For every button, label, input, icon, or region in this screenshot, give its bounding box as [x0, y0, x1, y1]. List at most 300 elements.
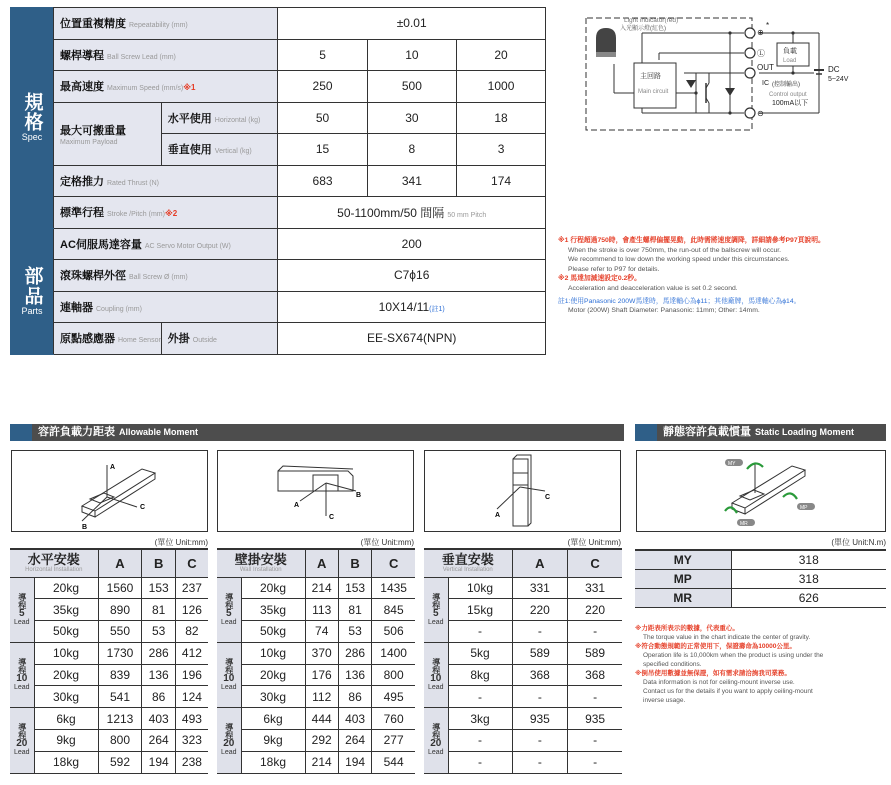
column-header-c: C	[372, 549, 415, 577]
lead-en: Lead	[427, 618, 444, 626]
column-header-a: A	[98, 549, 142, 577]
light-indicator-label: Light indicator(red)	[624, 17, 679, 24]
lead-group-label	[424, 708, 448, 773]
lead-value: 5	[432, 607, 439, 619]
moment-value-cell: 506	[372, 621, 415, 643]
moment-table-row	[217, 751, 415, 773]
diagram-label-b: B	[82, 524, 88, 530]
spec-row-stroke	[11, 197, 546, 229]
moment-value-cell: 592	[98, 751, 142, 773]
moment-value-cell: 541	[98, 686, 142, 708]
column-header-a: A	[305, 549, 338, 577]
label-zh: 標準行程	[60, 207, 104, 220]
moment-value-cell: 196	[175, 664, 208, 686]
label-en: Vertical (kg)	[214, 148, 252, 156]
label-zh: 最大可搬重量	[60, 124, 126, 137]
spec-row-home-sensor	[11, 323, 546, 355]
static-note-1-en: The torque value in the chart indicate the center of gravity.	[643, 634, 811, 641]
note-ref-2: ※2	[164, 209, 178, 219]
note-1-en-2: We recommend to low down the working speed under this circumstances.	[568, 256, 790, 264]
moment-value-cell: -	[568, 730, 622, 752]
static-row-mr	[635, 588, 886, 607]
load-weight-cell: 9kg	[241, 730, 305, 752]
moment-table-row	[10, 577, 208, 599]
light-zh-label: 入光顯示燈(紅色)	[620, 26, 666, 32]
unit-label-wall: (單位 Unit:mm)	[360, 538, 414, 547]
moment-value-cell: 124	[175, 686, 208, 708]
moment-value-cell: 176	[305, 664, 338, 686]
lead-en: Lead	[220, 749, 237, 757]
voltage-label: 5~24V	[828, 76, 849, 83]
moment-value-cell: 112	[305, 686, 338, 708]
value-repeatability: ±0.01	[278, 8, 546, 40]
spec-row-lead	[11, 39, 546, 71]
moment-value-cell: -	[512, 730, 568, 752]
lead-value: 5	[18, 607, 25, 619]
moment-value-cell: 214	[305, 577, 338, 599]
moment-value-cell: 86	[338, 686, 371, 708]
static-note-2-en-1: Operation life is 10,000km when the product is using under the	[643, 652, 824, 659]
installation-title-zh: 水平安裝	[27, 551, 80, 567]
value-payload-v: 15	[278, 134, 367, 166]
note-3-en: Motor (200W) Shaft Diameter: Panasonic: 11mm; Other: 14mm.	[568, 307, 760, 315]
load-weight-cell: 5kg	[448, 642, 512, 664]
unit-label-static: (單位 Unit:N.m)	[831, 538, 886, 547]
lead-zh: 導程	[224, 658, 234, 675]
load-weight-cell: 20kg	[241, 664, 305, 686]
moment-table-row	[10, 621, 208, 643]
moment-table-row	[217, 730, 415, 752]
moment-table-row	[424, 730, 622, 752]
lead-value: 10	[430, 673, 442, 685]
stroke-value-en: 50 mm Pitch	[447, 211, 487, 219]
value-payload-h: 18	[457, 102, 546, 134]
spec-row-coupling	[11, 291, 546, 323]
static-note-2-zh: ※符合動態規範的正常使用下，保證壽命為10000公里。	[635, 643, 796, 650]
diagram-label-a: A	[294, 502, 300, 509]
load-weight-cell: 50kg	[34, 621, 98, 643]
lead-zh: 導程	[224, 723, 234, 740]
moment-value-cell: 589	[512, 642, 568, 664]
lead-en: Lead	[13, 749, 30, 757]
out-label: OUT	[757, 63, 774, 72]
label-repeatability	[54, 8, 278, 40]
parts-side-label	[11, 228, 54, 354]
spec-row-motor-output	[11, 228, 546, 260]
value-payload-v: 3	[457, 134, 546, 166]
moment-value-cell: 214	[305, 751, 338, 773]
moment-value-cell: 82	[175, 621, 208, 643]
load-weight-cell: 18kg	[241, 751, 305, 773]
spec-row-payload-horizontal	[11, 102, 546, 134]
static-moment-diagram	[636, 450, 886, 532]
moment-value-cell: 544	[372, 751, 415, 773]
load-weight-cell: 9kg	[34, 730, 98, 752]
moment-value-cell: 286	[338, 642, 371, 664]
lead-en: Lead	[220, 684, 237, 692]
diagram-label-c: C	[140, 504, 146, 511]
note-1-en-1: When the stroke is over 750mm, the run-out of the ballscrew will occur.	[568, 246, 782, 254]
value-screw-dia: C7ϕ16	[278, 260, 546, 292]
load-weight-cell: 20kg	[34, 577, 98, 599]
moment-table-row	[10, 686, 208, 708]
minus-label: ⊖	[757, 109, 764, 118]
column-header-b: B	[338, 549, 371, 577]
column-header-a: A	[512, 549, 568, 577]
installation-title-en: Horizontal Installation	[25, 566, 83, 573]
static-value: 318	[731, 569, 886, 588]
moment-value-cell: 264	[338, 730, 371, 752]
moment-value-cell: 53	[142, 621, 175, 643]
moment-table-row	[424, 577, 622, 599]
static-notes	[635, 624, 891, 705]
label-zh: 連軸器	[60, 301, 93, 314]
lead-value: 10	[16, 673, 28, 685]
lead-group-label	[10, 642, 34, 707]
load-weight-cell: 6kg	[241, 708, 305, 730]
label-home-mount	[161, 323, 278, 355]
spec-row-repeatability	[11, 8, 546, 40]
moment-value-cell: 331	[512, 577, 568, 599]
moment-value-cell: -	[512, 621, 568, 643]
moment-table-row	[10, 664, 208, 686]
control-en: Control output	[769, 92, 807, 98]
moment-table-row	[10, 599, 208, 621]
moment-value-cell: 81	[338, 599, 371, 621]
moment-table-header	[10, 549, 208, 577]
moment-table-header	[424, 549, 622, 577]
lead-value: 20	[223, 738, 235, 750]
led-indicator-icon	[596, 28, 616, 52]
value-speed: 1000	[457, 71, 546, 103]
value-motor-output: 200	[278, 228, 546, 260]
ic-label: IC	[762, 80, 769, 87]
allowable-moment-header	[10, 424, 624, 441]
terminal-plus	[745, 28, 755, 38]
moment-value-cell: 1730	[98, 642, 142, 664]
moment-value-cell: 550	[98, 621, 142, 643]
lead-group-label	[10, 577, 34, 642]
moment-value-cell: 194	[338, 751, 371, 773]
header-accent	[10, 424, 32, 441]
moment-value-cell: 323	[175, 730, 208, 752]
note-2-zh: ※2 馬達加減速設定0.2秒。	[558, 275, 641, 283]
terminal-minus	[745, 108, 755, 118]
moment-value-cell: 1560	[98, 577, 142, 599]
parts-side-en: Parts	[21, 305, 43, 316]
lead-en: Lead	[427, 684, 444, 692]
label-max-payload	[54, 102, 162, 165]
static-value: 318	[731, 550, 886, 569]
moment-value-cell: 403	[142, 708, 175, 730]
column-header-b: B	[142, 549, 175, 577]
moment-table-row	[10, 730, 208, 752]
diagram-label-mr: MR	[740, 521, 748, 527]
load-weight-cell: 30kg	[241, 686, 305, 708]
moment-value-cell: 264	[142, 730, 175, 752]
load-weight-cell: -	[448, 621, 512, 643]
moment-table-row	[217, 642, 415, 664]
horizontal-diagram	[11, 450, 208, 532]
label-motor-output	[54, 228, 278, 260]
lead-value: 20	[16, 738, 28, 750]
label-zh: 定格推力	[60, 175, 104, 188]
static-note-3-en-1: Data information is not for ceiling-mount inverse use.	[643, 679, 795, 686]
label-en: Outside	[192, 337, 217, 345]
static-value: 626	[731, 588, 886, 607]
label-en: Maximum Speed (mm/s)	[107, 85, 184, 93]
installation-title-en: Vertical Installation	[442, 566, 493, 573]
moment-value-cell: 368	[512, 664, 568, 686]
lead-zh: 導程	[17, 658, 27, 675]
value-home-sensor: EE-SX674(NPN)	[278, 323, 546, 355]
moment-value-cell: 412	[175, 642, 208, 664]
moment-table-row	[217, 577, 415, 599]
moment-value-cell: 81	[142, 599, 175, 621]
static-note-2-en-2: specified conditions.	[643, 661, 702, 668]
lead-group-label	[217, 577, 241, 642]
load-weight-cell: 20kg	[34, 664, 98, 686]
installation-title-zh: 壁掛安裝	[234, 551, 287, 567]
stroke-value: 50-1100mm/50 間隔	[337, 205, 445, 220]
static-moment-header	[635, 424, 886, 441]
label-zh: AC伺服馬達容量	[60, 238, 142, 251]
parts-side-zh: 部品	[21, 265, 43, 306]
lead-group-label	[424, 577, 448, 642]
column-header-c: C	[568, 549, 622, 577]
moment-table-row	[10, 708, 208, 730]
plus-label: ⊕	[757, 28, 764, 37]
moment-value-cell: 153	[338, 577, 371, 599]
note-3-zh: 註1:使用Panasonic 200W馬達時，馬達軸心為ϕ11；其他廠牌，馬達軸心為ϕ14。	[558, 297, 801, 305]
label-en: Ball Screw Ø (mm)	[129, 274, 188, 282]
allowable-moment-title: 容許負載力距表 Allowable Moment	[38, 426, 199, 438]
value-lead-10: 10	[367, 39, 456, 71]
static-row-mp	[635, 569, 886, 588]
terminal-out	[745, 68, 755, 78]
load-weight-cell: 6kg	[34, 708, 98, 730]
lead-zh: 導程	[17, 592, 27, 609]
moment-table-row	[10, 751, 208, 773]
label-en: AC Servo Motor Output (W)	[144, 242, 231, 250]
load-zh: 負載	[783, 48, 797, 55]
label-coupling	[54, 291, 278, 323]
value-speed: 250	[278, 71, 367, 103]
vertical-diagram	[424, 450, 621, 532]
lead-group-label	[217, 642, 241, 707]
static-note-3-en-2: Contact us for the details if you want to apply ceiling-mount	[643, 688, 813, 695]
moment-table-row	[424, 751, 622, 773]
label-zh: 原點感應器	[60, 333, 115, 346]
load-weight-cell: 35kg	[34, 599, 98, 621]
l-terminal-label: Ⓛ	[757, 49, 765, 58]
moment-table-row	[424, 686, 622, 708]
moment-value-cell: 890	[98, 599, 142, 621]
wall-moment-table	[217, 548, 415, 774]
moment-value-cell: 403	[338, 708, 371, 730]
wiring-diagram	[584, 8, 884, 133]
moment-value-cell: 839	[98, 664, 142, 686]
moment-value-cell: 136	[338, 664, 371, 686]
label-vertical	[161, 134, 278, 166]
moment-value-cell: 493	[175, 708, 208, 730]
lead-en: Lead	[13, 618, 30, 626]
terminal-l	[745, 48, 755, 58]
label-en: Ball Screw Lead (mm)	[107, 53, 176, 61]
static-key: MP	[635, 569, 731, 588]
moment-value-cell: 760	[372, 708, 415, 730]
diagram-label-b: B	[356, 492, 362, 499]
diode-icon	[686, 80, 696, 88]
label-lead	[54, 39, 278, 71]
lead-zh: 導程	[431, 658, 441, 675]
moment-table-row	[217, 708, 415, 730]
label-zh: 螺桿導程	[60, 49, 104, 62]
lead-value: 20	[430, 738, 442, 750]
static-note-3-en-3: inverse usage.	[643, 697, 686, 704]
unit-label-horizontal: (單位 Unit:mm)	[154, 538, 208, 547]
value-stroke	[278, 197, 546, 229]
load-weight-cell: 3kg	[448, 708, 512, 730]
value-thrust: 174	[457, 165, 546, 197]
lead-en: Lead	[13, 684, 30, 692]
moment-table-row	[217, 599, 415, 621]
label-zh: 外掛	[167, 333, 190, 346]
moment-table-header	[217, 549, 415, 577]
moment-value-cell: -	[568, 686, 622, 708]
coupling-note-ref: (註1)	[429, 305, 445, 313]
moment-value-cell: 1435	[372, 577, 415, 599]
moment-value-cell: 331	[568, 577, 622, 599]
lead-en: Lead	[427, 749, 444, 757]
spec-row-max-speed	[11, 71, 546, 103]
main-circuit-en: Main circuit	[638, 89, 669, 95]
moment-value-cell: -	[568, 751, 622, 773]
moment-value-cell: 368	[568, 664, 622, 686]
control-limit: 100mA以下	[772, 100, 809, 107]
lead-zh: 導程	[431, 592, 441, 609]
static-row-my	[635, 550, 886, 569]
unit-label-vertical: (單位 Unit:mm)	[567, 538, 621, 547]
lead-group-label	[10, 708, 34, 773]
value-lead-20: 20	[457, 39, 546, 71]
moment-value-cell: 370	[305, 642, 338, 664]
static-moment-title: 靜態容許負載慣量 Static Loading Moment	[663, 426, 854, 438]
value-payload-v: 8	[367, 134, 456, 166]
moment-value-cell: 194	[142, 751, 175, 773]
moment-value-cell: 153	[142, 577, 175, 599]
moment-table-row	[217, 621, 415, 643]
dc-label: DC	[828, 65, 840, 74]
coupling-value: 10X14/11	[378, 299, 430, 314]
label-en: Horizontal (kg)	[214, 116, 261, 124]
load-weight-cell: -	[448, 730, 512, 752]
label-zh: 位置重複精度	[60, 18, 126, 31]
label-zh: 水平使用	[167, 112, 212, 125]
label-zh: 垂直使用	[167, 144, 212, 157]
label-zh: 滾珠螺桿外徑	[60, 270, 126, 283]
label-en: Coupling (mm)	[96, 305, 142, 313]
static-note-1-zh: ※力距表所表示的數據，代表重心。	[635, 625, 739, 632]
diagram-label-c: C	[545, 494, 551, 501]
label-en: Repeatability (mm)	[129, 22, 188, 30]
moment-value-cell: 292	[305, 730, 338, 752]
static-actuator-icon	[637, 451, 884, 530]
moment-table-row	[424, 664, 622, 686]
label-zh: 最高速度	[60, 81, 104, 94]
moment-table-row	[217, 686, 415, 708]
main-circuit-zh: 主回路	[640, 73, 661, 80]
diagram-label-mp: MP	[800, 505, 808, 511]
spec-table	[10, 7, 546, 355]
installation-title-zh: 垂直安裝	[441, 551, 494, 567]
note-ref-1: ※1	[183, 83, 196, 93]
moment-table-row	[424, 642, 622, 664]
value-coupling	[278, 291, 546, 323]
moment-value-cell: 1213	[98, 708, 142, 730]
diagram-label-my: MY	[728, 461, 736, 467]
lead-zh: 導程	[431, 723, 441, 740]
control-zh: (控制輸出)	[772, 82, 800, 88]
value-payload-h: 50	[278, 102, 367, 134]
load-weight-cell: 10kg	[448, 577, 512, 599]
horizontal-actuator-icon	[12, 451, 206, 530]
note-1-en-3: Please refer to P97 for details.	[568, 265, 660, 273]
load-weight-cell: 50kg	[241, 621, 305, 643]
zener-diode-icon	[725, 88, 735, 96]
spec-row-rated-thrust	[11, 165, 546, 197]
load-weight-cell: 35kg	[241, 599, 305, 621]
load-weight-cell: 30kg	[34, 686, 98, 708]
lead-group-label	[424, 642, 448, 707]
note-1-zh: ※1 行程超過750時，會產生螺桿偏擺晃動，此時需將速度調降，詳細請參考P97頁說明。	[558, 237, 825, 244]
label-en: Stroke /Pitch (mm)	[107, 211, 165, 219]
moment-value-cell: 237	[175, 577, 208, 599]
wall-diagram	[217, 450, 414, 532]
vertical-moment-table	[424, 548, 622, 774]
moment-value-cell: 800	[98, 730, 142, 752]
moment-value-cell: 495	[372, 686, 415, 708]
main-circuit-box	[634, 63, 676, 108]
load-weight-cell: -	[448, 686, 512, 708]
value-speed: 500	[367, 71, 456, 103]
header-accent	[635, 424, 657, 441]
static-key: MY	[635, 550, 731, 569]
horizontal-moment-table	[10, 548, 208, 774]
label-stroke	[54, 197, 278, 229]
installation-title	[10, 549, 98, 577]
moment-table-row	[424, 621, 622, 643]
moment-value-cell: 113	[305, 599, 338, 621]
label-home-sensor	[54, 323, 162, 355]
lead-zh: 導程	[224, 592, 234, 609]
spec-side-en: Spec	[21, 132, 43, 143]
moment-value-cell: 845	[372, 599, 415, 621]
installation-title-en: Wall Installation	[239, 566, 282, 573]
wall-actuator-icon	[218, 451, 412, 530]
label-en: Maximum Payload	[60, 138, 118, 146]
moment-value-cell: 136	[142, 664, 175, 686]
load-weight-cell: 20kg	[241, 577, 305, 599]
label-horizontal	[161, 102, 278, 134]
lead-group-label	[217, 708, 241, 773]
label-max-speed	[54, 71, 278, 103]
lead-en: Lead	[220, 618, 237, 626]
star-label: *	[766, 21, 770, 30]
diagram-label-a: A	[495, 512, 501, 519]
moment-value-cell: -	[512, 686, 568, 708]
spec-side-zh: 規格	[21, 92, 43, 133]
